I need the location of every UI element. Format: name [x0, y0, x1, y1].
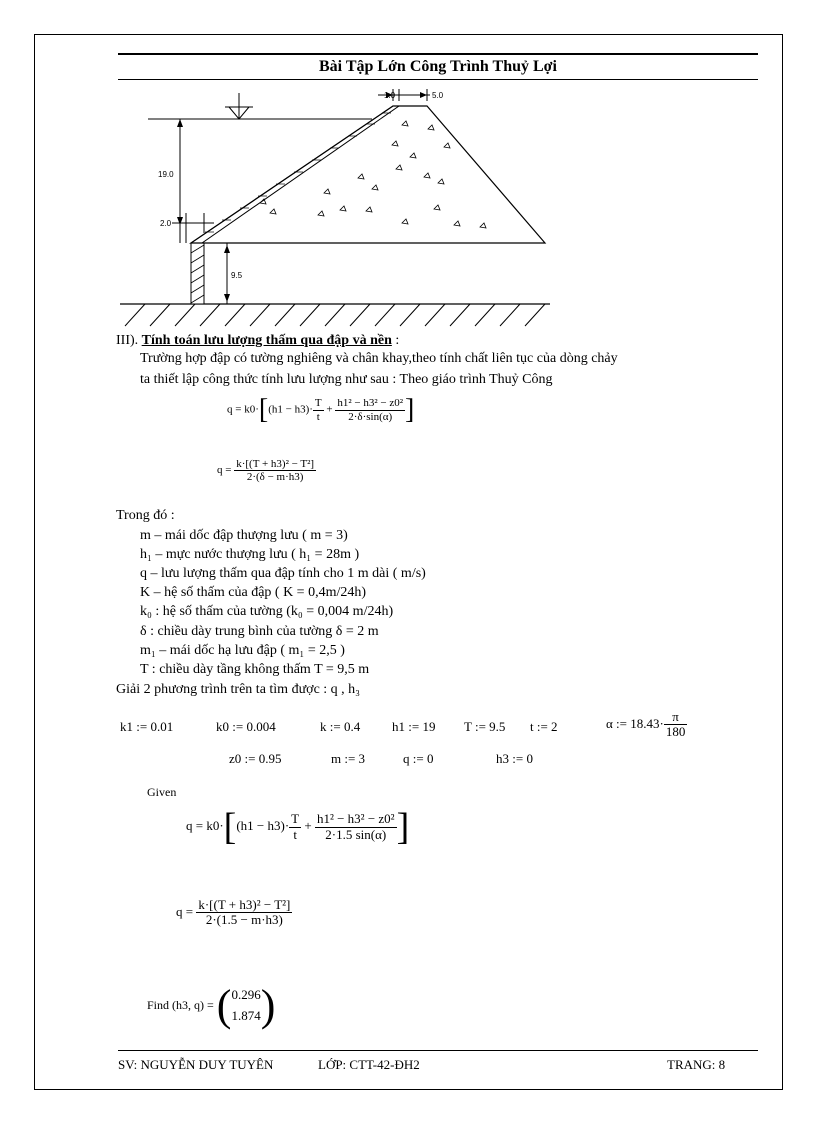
footer-rule: [118, 1050, 758, 1051]
intro-line-1: Trường hợp đập có tường nghiêng và chân khay,theo tính chất liên tục của dòng chảy: [140, 351, 618, 366]
find-label: Find (h3, q) =: [147, 997, 214, 1012]
var-k1: k1 := 0.01: [120, 719, 174, 734]
height-dim-label: 19.0: [158, 170, 174, 179]
where-item: q – lưu lượng thấm qua đập tính cho 1 m dài ( m/s): [140, 566, 426, 581]
given-equation-2: [176, 898, 292, 928]
find-expression: Find (h3, q) = ( 0.296 1.874 ): [147, 981, 276, 1030]
given-eq2-num: k·[(T + h3)² − T²]: [198, 897, 291, 912]
section-title: Tính toán lưu lượng thấm qua đập và nền: [141, 333, 392, 348]
given-eq1-frac1-den: t: [293, 826, 297, 842]
formula-2-lhs: q =: [217, 464, 232, 477]
where-item: h₁ – mực nước thượng lưu ( h₁ = 28m ): [140, 547, 360, 562]
given-eq1-plus: +: [304, 817, 312, 833]
var-t: t := 2: [530, 719, 558, 734]
var-T: T := 9.5: [464, 719, 506, 734]
formula-1-frac1-num: T: [314, 397, 322, 410]
var-h3: h3 := 0: [496, 751, 533, 766]
find-value-q: 1.874: [231, 1008, 261, 1023]
formula-1-plus: +: [326, 403, 333, 416]
var-alpha-den: 180: [665, 724, 686, 740]
header-rule-top: [118, 53, 758, 55]
formula-1-frac1-den: t: [316, 410, 320, 423]
formula-1: q = k0·[(h1 − h3)· $\frac{T}{t}$ + $\frac{\text{h1² − h3² − z0²}}{2\cdot\delta\cdot\sin(\alpha)}$ ]: [227, 394, 415, 425]
crest-dim-label-right: 5.0: [432, 91, 444, 100]
where-item: T : chiều dày tầng không thấm T = 9,5 m: [140, 662, 370, 677]
given-eq1-frac1-num: T: [291, 811, 300, 827]
footer-class: LỚP: CTT-42-ĐH2: [318, 1057, 420, 1072]
where-item: δ : chiều dày trung bình của tường δ = 2 m: [140, 624, 379, 639]
given-eq2-den: 2·(1.5 − m·h3): [205, 912, 283, 928]
formula-1-lhs: q = k0·: [227, 403, 259, 416]
page-title: Bài Tập Lớn Công Trình Thuỷ Lợi: [319, 58, 557, 75]
var-k: k := 0.4: [320, 719, 361, 734]
formula-1-frac2-num: h1² − h3² − z0²: [337, 397, 404, 410]
where-item: m – mái dốc đập thượng lưu ( m = 3): [140, 528, 348, 543]
given-eq2-lhs: q =: [176, 903, 194, 919]
foundation-dim-label: 9.5: [231, 271, 243, 280]
given-eq1-frac2-den: 2·1.5 sin(α): [325, 826, 387, 842]
given-equation-1: q = k0·[(h1 − h3)· $\frac{T}{t}$ + $\frac{\text{h1² − h3² − z0²}}{2\cdot 1.5 \sin(\alpha)}$ ]: [186, 806, 410, 848]
solve-line: Giải 2 phương trình trên ta tìm được : q , h₃: [116, 682, 361, 697]
formula-1-term1: (h1 − h3)·: [268, 403, 313, 416]
var-alpha-prefix: α := 18.43·: [606, 715, 664, 731]
header-rule-bottom: [118, 79, 758, 80]
footer-student: SV: NGUYỄN DUY TUYÊN: [118, 1057, 274, 1072]
intro-line-2: ta thiết lập công thức tính lưu lượng như sau : Theo giáo trình Thuỷ Công: [140, 372, 553, 387]
given-eq1-frac2-num: h1² − h3² − z0²: [316, 811, 395, 827]
section-prefix: III).: [116, 333, 139, 348]
find-value-h3: 0.296: [231, 987, 261, 1003]
where-item: K – hệ số thấm của đập ( K = 0,4m/24h): [140, 585, 367, 600]
formula-2: [217, 458, 316, 483]
formula-1-frac2-den: 2·δ·sin(α): [348, 410, 393, 423]
section-suffix: :: [395, 333, 400, 348]
var-k0: k0 := 0.004: [216, 719, 276, 734]
footer-page: TRANG: 8: [667, 1057, 726, 1072]
formula-2-den: 2·(δ − m·h3): [246, 471, 304, 484]
toe-dim-label: 2.0: [160, 219, 172, 228]
where-item: k₀ : hệ số thấm của tường (k₀ = 0,004 m/24h): [140, 604, 394, 619]
given-eq1-lhs: q = k0·: [186, 817, 224, 833]
where-item: m₁ – mái dốc hạ lưu đập ( m₁ = 2,5 ): [140, 643, 345, 658]
dam-cross-section-figure: [110, 85, 560, 345]
given-eq1-term1: (h1 − h3)·: [236, 817, 290, 833]
given-label: Given: [147, 785, 177, 799]
section-heading: [116, 333, 399, 349]
var-q: q := 0: [403, 751, 434, 766]
var-alpha-num: π: [672, 709, 679, 724]
crest-dim-label-left: 1.0: [384, 91, 396, 100]
var-h1: h1 := 19: [392, 719, 436, 734]
where-heading: Trong đó :: [116, 508, 175, 523]
formula-2-num: k·[(T + h3)² − T²]: [236, 458, 315, 470]
var-m: m := 3: [331, 751, 366, 766]
var-z0: z0 := 0.95: [229, 751, 282, 766]
var-alpha: [606, 710, 687, 740]
